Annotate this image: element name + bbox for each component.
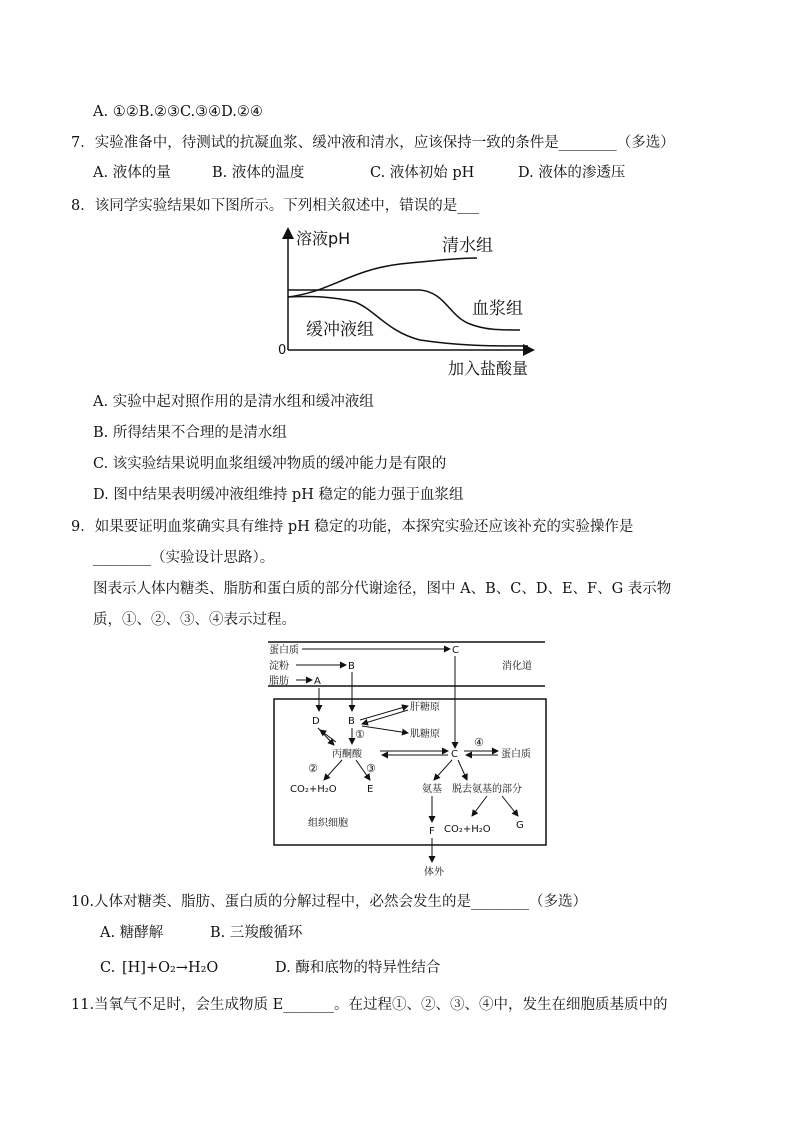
water-curve [288,258,477,297]
pyruvate-label: 丙酮酸 [332,749,362,760]
q8-option-c: C. 该实验结果说明血浆组缓冲物质的缓冲能力是有限的 [93,456,447,472]
metabolism-diagram [262,638,552,880]
q10-stem: 10.人体对糖类、脂肪、蛋白质的分解过程中，必然会发生的是________（多选） [71,894,588,910]
outside-label: 体外 [424,867,444,878]
q10-option-c-label: C. [100,960,116,976]
buffer-group-label: 缓冲液组 [306,320,374,340]
c-top-label: C [452,645,459,656]
q8-option-a: A. 实验中起对照作用的是清水组和缓冲液组 [93,394,374,410]
q9-stem-line1: 9．如果要证明血浆确实具有维持 pH 稳定的功能，本探究实验还应该补充的实验操作是 [71,519,634,535]
tissue-cell-label: 组织细胞 [308,818,348,829]
protein-right-label: 蛋白质 [501,749,531,760]
q6-options: A. ①②B.②③C.③④D.②④ [93,104,263,120]
muscle-glycogen-label: 肌糖原 [410,729,440,740]
q10-option-d: D. 酶和底物的特异性结合 [275,960,441,976]
q7-option-b: B. 液体的温度 [212,165,305,181]
co2-h2o-left: CO₂+H₂O [290,784,337,795]
deaminated-label: 脱去氨基的部分 [452,784,522,795]
y-axis-label: 溶液pH [296,229,351,248]
q9-intro-line2: 质，①、②、③、④表示过程。 [93,612,296,628]
q8-option-d: D. 图中结果表明缓冲液组维持 pH 稳定的能力强于血浆组 [93,487,464,503]
process-2: ② [308,762,318,775]
q10-option-c-formula: [H]+O₂→H₂O [122,960,219,976]
q8-option-b: B. 所得结果不合理的是清水组 [93,425,287,441]
plasma-group-label: 血浆组 [472,299,523,319]
liver-glycogen-label: 肝糖原 [410,702,440,713]
origin-label: 0 [278,343,287,358]
b-top-label: B [348,661,355,672]
q10-option-a: A. 糖酵解 [100,925,164,941]
q7-option-a: A. 液体的量 [93,165,171,181]
q9-stem-line2: ________（实验设计思路）。 [93,550,275,566]
x-axis-label: 加入盐酸量 [448,359,529,378]
c-cell-label: C [451,749,458,760]
a-top-label: A [314,676,321,687]
q7-option-c: C. 液体初始 pH [370,165,475,181]
ph-graph [270,222,550,382]
co2-h2o-right: CO₂+H₂O [444,824,491,835]
f-label: F [429,826,435,837]
water-group-label: 清水组 [442,236,493,256]
q7-option-d: D. 液体的渗透压 [518,165,626,181]
q10-option-b: B. 三羧酸循环 [210,925,303,941]
b-cell-label: B [348,716,355,727]
process-3: ③ [366,762,376,775]
fat-label: 脂肪 [269,676,289,687]
q9-intro-line1: 图表示人体内糖类、脂肪和蛋白质的部分代谢途径，图中 A、B、C、D、E、F、G 表示物 [93,581,672,597]
q8-stem: 8．该同学实验结果如下图所示。下列相关叙述中，错误的是___ [71,198,479,214]
protein-top-label: 蛋白质 [269,645,299,656]
q11-stem: 11.当氧气不足时，会生成物质 E_______。在过程①、②、③、④中，发生在细胞质基质中的 [71,997,668,1013]
q7-stem: 7．实验准备中，待测试的抗凝血浆、缓冲液和清水，应该保持一致的条件是________（多选） [71,135,675,151]
process-1: ① [355,728,365,741]
e-label: E [367,784,374,795]
amino-label: 氨基 [422,784,442,795]
digestive-tract-label: 消化道 [502,661,532,672]
g-label: G [516,820,524,831]
d-label: D [312,716,320,727]
process-4: ④ [474,736,484,749]
starch-label: 淀粉 [269,661,289,672]
